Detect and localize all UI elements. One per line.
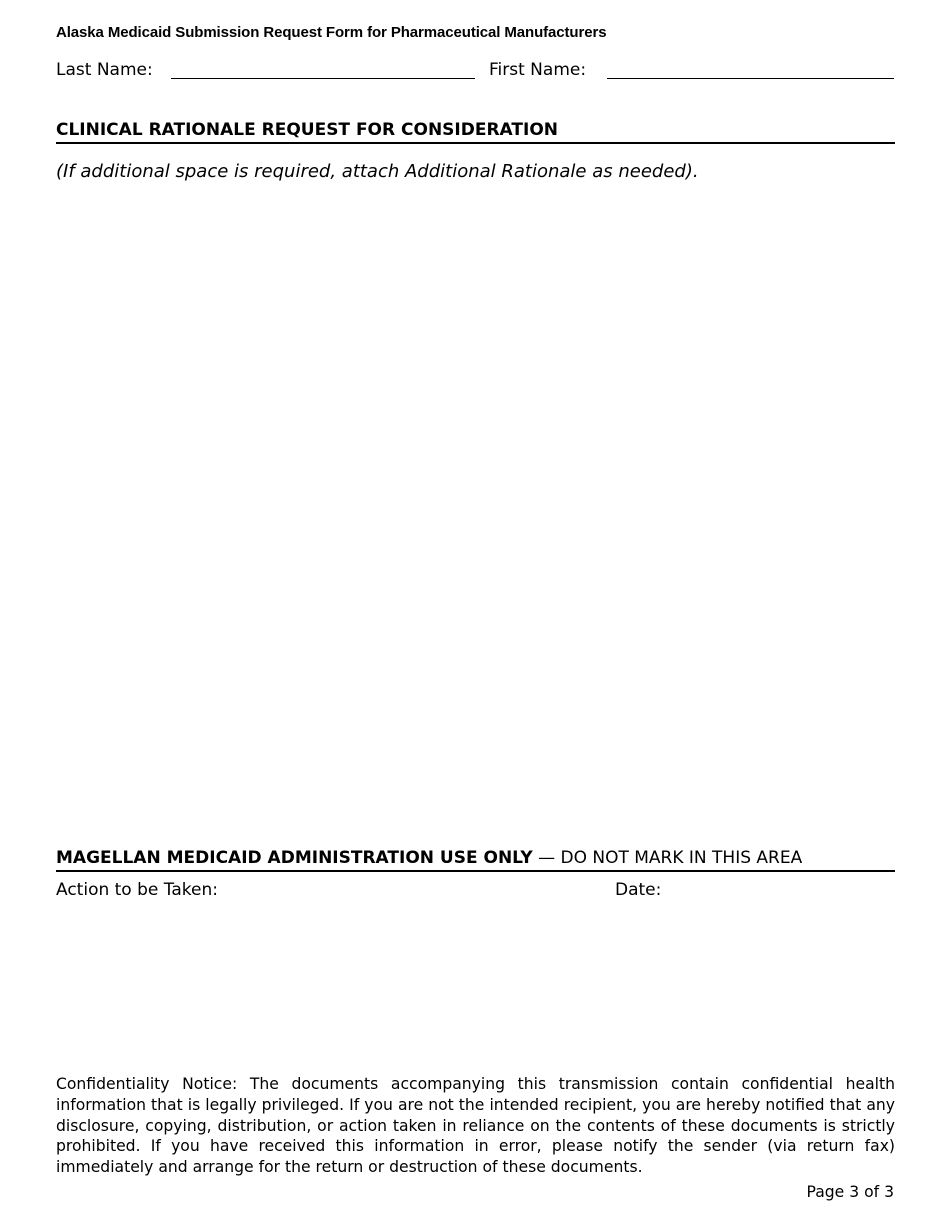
admin-use-heading (56, 848, 895, 872)
form-title: Alaska Medicaid Submission Request Form for Pharmaceutical Manufacturers (56, 24, 607, 41)
last-name-label: Last Name: (56, 60, 153, 80)
clinical-rationale-heading: CLINICAL RATIONALE REQUEST FOR CONSIDERATION (56, 120, 895, 144)
date-label: Date: (615, 880, 662, 900)
last-name-field[interactable] (171, 78, 475, 79)
clinical-rationale-field[interactable] (56, 192, 895, 832)
name-row (56, 60, 896, 84)
action-to-be-taken-label: Action to be Taken: (56, 880, 218, 900)
confidentiality-notice: Confidentiality Notice: The documents accompanying this transmission contain confidential health information that is legally privileged. If you are not the intended recipient, you are hereby notified that any disclosure, copying, distribution, or action taken in reliance on the contents of these documents is strictly prohibited. If you have received this information in error, please notify the sender (via return fax) immediately and arrange for the return or destruction of these documents. (56, 1075, 895, 1177)
first-name-label: First Name: (489, 60, 587, 80)
first-name-field[interactable] (607, 78, 894, 79)
page-number: Page 3 of 3 (806, 1183, 894, 1201)
clinical-rationale-note: (If additional space is required, attach Additional Rationale as needed). (56, 161, 699, 182)
admin-use-heading-title: MAGELLAN MEDICAID ADMINISTRATION USE ONLY (56, 848, 533, 868)
admin-use-heading-warning: — DO NOT MARK IN THIS AREA (532, 848, 803, 868)
